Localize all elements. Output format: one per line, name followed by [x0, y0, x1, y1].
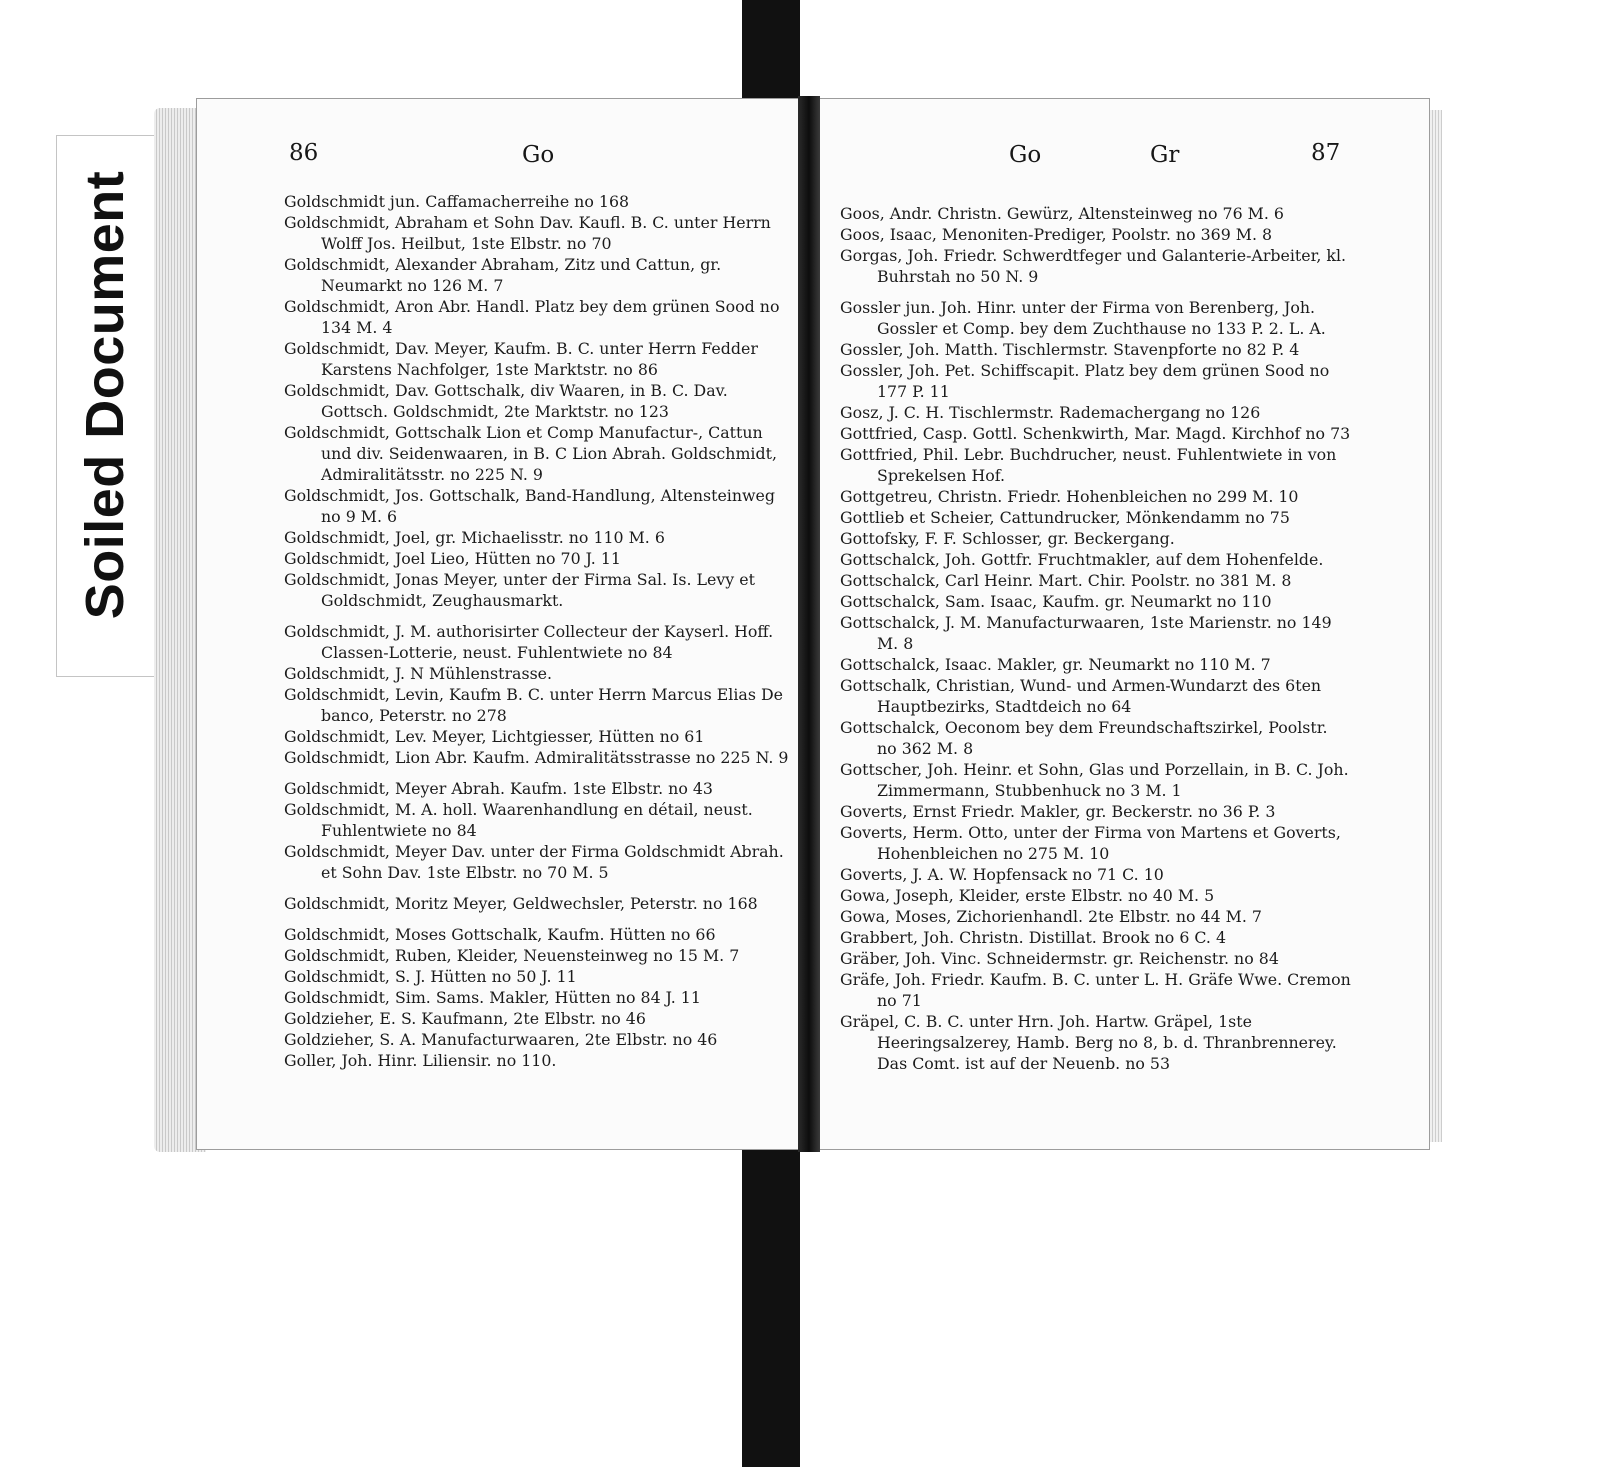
directory-entry: Gottgetreu, Christn. Friedr. Hohenbleichen no 299 M. 10	[840, 487, 1299, 506]
binding-strip-bottom	[742, 1148, 800, 1467]
directory-entry: Goldschmidt, S. J. Hütten no 50 J. 11	[284, 967, 577, 986]
directory-entry: Goller, Joh. Hinr. Liliensir. no 110.	[284, 1051, 557, 1070]
left-running-head: Go	[522, 142, 555, 168]
directory-entry: Goldschmidt, Meyer Abrah. Kaufm. 1ste Elbstr. no 43	[284, 779, 713, 798]
right-running-head-end: Gr	[1150, 142, 1180, 168]
directory-entry: Goldschmidt, Joel, gr. Michaelisstr. no 110 M. 6	[284, 528, 665, 547]
directory-entry: Goldschmidt, J. N Mühlenstrasse.	[284, 664, 553, 683]
directory-entry: Goldschmidt, Sim. Sams. Makler, Hütten no 84 J. 11	[284, 988, 701, 1007]
directory-entry: Goldschmidt, Levin, Kaufm B. C. unter Herrn Marcus Elias De banco, Peterstr. no 278	[284, 685, 783, 725]
directory-entry: Goldzieher, S. A. Manufacturwaaren, 2te Elbstr. no 46	[284, 1030, 718, 1049]
directory-entry: Goldschmidt, J. M. authorisirter Collecteur der Kayserl. Hoff. Classen-Lotterie, neust. Fuhlentwiete no 84	[284, 622, 774, 662]
directory-entry: Goldschmidt, Aron Abr. Handl. Platz bey dem grünen Sood no 134 M. 4	[284, 297, 780, 337]
directory-entry: Goldschmidt, Ruben, Kleider, Neuensteinweg no 15 M. 7	[284, 946, 740, 965]
directory-entry: Gottfried, Casp. Gottl. Schenkwirth, Mar. Magd. Kirchhof no 73	[840, 424, 1351, 443]
directory-entry: Goldschmidt, Joel Lieo, Hütten no 70 J. 11	[284, 549, 621, 568]
directory-entry: Gottschalck, Joh. Gottfr. Fruchtmakler, auf dem Hohenfelde.	[840, 550, 1324, 569]
soiled-document-label: Soiled Document	[75, 170, 135, 620]
directory-entry: Gottofsky, F. F. Schlosser, gr. Beckergang.	[840, 529, 1175, 548]
right-entries-list	[840, 203, 1352, 1074]
directory-entry: Goldschmidt, Abraham et Sohn Dav. Kaufl. B. C. unter Herrn Wolff Jos. Heilbut, 1ste Elbstr. no 70	[284, 213, 771, 253]
directory-entry: Goldschmidt, Dav. Gottschalk, div Waaren, in B. C. Dav. Gottsch. Goldschmidt, 2te Marktstr. no 123	[284, 381, 728, 421]
directory-entry: Goldschmidt, Moses Gottschalk, Kaufm. Hütten no 66	[284, 925, 716, 944]
directory-entry: Goos, Andr. Christn. Gewürz, Altensteinweg no 76 M. 6	[840, 204, 1284, 223]
directory-entry: Gosz, J. C. H. Tischlermstr. Rademachergang no 126	[840, 403, 1261, 422]
directory-entry: Gottschalck, Carl Heinr. Mart. Chir. Poolstr. no 381 M. 8	[840, 571, 1292, 590]
directory-entry: Goldschmidt, Lev. Meyer, Lichtgiesser, Hütten no 61	[284, 727, 705, 746]
left-entries-list	[284, 191, 796, 1071]
directory-entry: Gottfried, Phil. Lebr. Buchdrucher, neust. Fuhlentwiete in von Sprekelsen Hof.	[840, 445, 1337, 485]
binding-strip-top	[742, 0, 800, 112]
directory-entry: Goverts, J. A. W. Hopfensack no 71 C. 10	[840, 865, 1164, 884]
directory-entry: Goverts, Ernst Friedr. Makler, gr. Beckerstr. no 36 P. 3	[840, 802, 1276, 821]
directory-entry: Gräpel, C. B. C. unter Hrn. Joh. Hartw. Gräpel, 1ste Heeringsalzerey, Hamb. Berg no 8, b. d. Thranbrennerey. Das Comt. ist auf der Neuenb. no 53	[840, 1012, 1337, 1073]
directory-entry: Gossler jun. Joh. Hinr. unter der Firma von Berenberg, Joh. Gossler et Comp. bey dem Zuchthause no 133 P. 2. L. A.	[840, 298, 1326, 338]
right-running-head-start: Go	[1009, 142, 1042, 168]
directory-entry: Gottschalck, Sam. Isaac, Kaufm. gr. Neumarkt no 110	[840, 592, 1272, 611]
directory-entry: Gossler, Joh. Matth. Tischlermstr. Stavenpforte no 82 P. 4	[840, 340, 1300, 359]
directory-entry: Gräfe, Joh. Friedr. Kaufm. B. C. unter L. H. Gräfe Wwe. Cremon no 71	[840, 970, 1351, 1010]
directory-entry: Gottschalck, J. M. Manufacturwaaren, 1ste Marienstr. no 149 M. 8	[840, 613, 1332, 653]
directory-entry: Goldschmidt, Moritz Meyer, Geldwechsler, Peterstr. no 168	[284, 894, 758, 913]
directory-entry: Goldschmidt, Dav. Meyer, Kaufm. B. C. unter Herrn Fedder Karstens Nachfolger, 1ste Marktstr. no 86	[284, 339, 758, 379]
directory-entry: Gossler, Joh. Pet. Schiffscapit. Platz bey dem grünen Sood no 177 P. 11	[840, 361, 1330, 401]
directory-entry: Gottschalk, Christian, Wund- und Armen-Wundarzt des 6ten Hauptbezirks, Stadtdeich no 64	[840, 676, 1322, 716]
directory-entry: Goldschmidt, Jonas Meyer, unter der Firma Sal. Is. Levy et Goldschmidt, Zeughausmarkt.	[284, 570, 755, 610]
directory-entry: Gottschalck, Oeconom bey dem Freundschaftszirkel, Poolstr. no 362 M. 8	[840, 718, 1328, 758]
directory-entry: Gowa, Joseph, Kleider, erste Elbstr. no 40 M. 5	[840, 886, 1215, 905]
directory-entry: Goldschmidt, Gottschalk Lion et Comp Manufactur-, Cattun und div. Seidenwaaren, in B. C Lion Abrah. Goldschmidt, Admiralitätsstr. no 225 N. 9	[284, 423, 777, 484]
directory-entry: Goverts, Herm. Otto, unter der Firma von Martens et Goverts, Hohenbleichen no 275 M. 10	[840, 823, 1341, 863]
book-gutter	[798, 96, 820, 1152]
directory-entry: Goldzieher, E. S. Kaufmann, 2te Elbstr. no 46	[284, 1009, 646, 1028]
directory-entry: Gorgas, Joh. Friedr. Schwerdtfeger und Galanterie-Arbeiter, kl. Buhrstah no 50 N. 9	[840, 246, 1347, 286]
directory-entry: Goldschmidt, Meyer Dav. unter der Firma Goldschmidt Abrah. et Sohn Dav. 1ste Elbstr. no 70 M. 5	[284, 842, 784, 882]
directory-entry: Goldschmidt jun. Caffamacherreihe no 168	[284, 192, 630, 211]
directory-entry: Gowa, Moses, Zichorienhandl. 2te Elbstr. no 44 M. 7	[840, 907, 1262, 926]
directory-entry: Gottscher, Joh. Heinr. et Sohn, Glas und Porzellain, in B. C. Joh. Zimmermann, Stubbenhuck no 3 M. 1	[840, 760, 1349, 800]
directory-entry: Goos, Isaac, Menoniten-Prediger, Poolstr. no 369 M. 8	[840, 225, 1273, 244]
directory-entry: Goldschmidt, Jos. Gottschalk, Band-Handlung, Altensteinweg no 9 M. 6	[284, 486, 776, 526]
directory-entry: Goldschmidt, Lion Abr. Kaufm. Admiralitätsstrasse no 225 N. 9	[284, 748, 789, 767]
right-page-number: 87	[1311, 140, 1341, 166]
directory-entry: Gottschalck, Isaac. Makler, gr. Neumarkt no 110 M. 7	[840, 655, 1271, 674]
directory-entry: Gräber, Joh. Vinc. Schneidermstr. gr. Reichenstr. no 84	[840, 949, 1279, 968]
directory-entry: Gottlieb et Scheier, Cattundrucker, Mönkendamm no 75	[840, 508, 1290, 527]
left-page-number: 86	[289, 140, 319, 166]
directory-entry: Grabbert, Joh. Christn. Distillat. Brook no 6 C. 4	[840, 928, 1227, 947]
directory-entry: Goldschmidt, M. A. holl. Waarenhandlung en détail, neust. Fuhlentwiete no 84	[284, 800, 753, 840]
directory-entry: Goldschmidt, Alexander Abraham, Zitz und Cattun, gr. Neumarkt no 126 M. 7	[284, 255, 722, 295]
